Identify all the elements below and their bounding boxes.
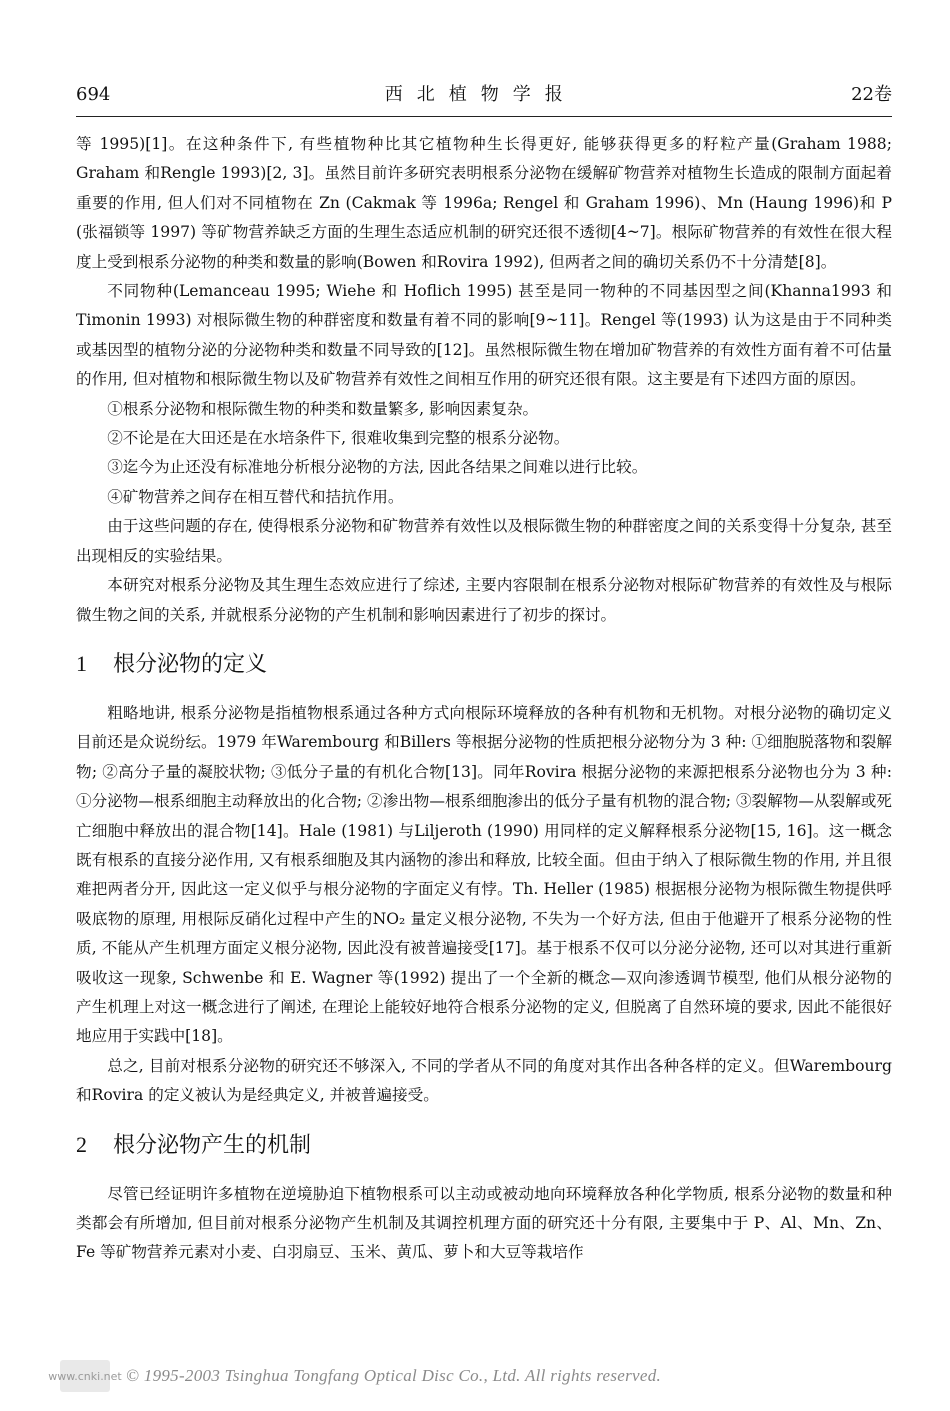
section-2-heading <box>76 1125 892 1166</box>
article-body <box>76 130 892 1268</box>
section-1-paragraph-2: 总之, 目前对根系分泌物的研究还不够深入, 不同的学者从不同的角度对其作出各种各样的定义。但Warembourg 和Rovira 的定义被认为是经典定义, 并被普遍接受。 <box>76 1056 892 1105</box>
reason-item-3: ③迄今为止还没有标准地分析根分泌物的方法, 因此各结果之间难以进行比较。 <box>107 458 648 477</box>
volume-label: 22卷 <box>851 84 892 105</box>
section-1-title: 根分泌物的定义 <box>113 651 268 677</box>
section-2-number: 2 <box>76 1131 87 1157</box>
cnki-logo: www.cnki.net <box>60 1360 110 1392</box>
footer <box>48 1356 760 1396</box>
section-2-title: 根分泌物产生的机制 <box>113 1132 312 1158</box>
section-1-paragraph-1: 粗略地讲, 根系分泌物是指植物根系通过各种方式向根际环境释放的各种有机物和无机物。对根分泌物的确切定义目前还是众说纷纭。1979 年Warembourg 和Billers 等根据分泌物的性质把根分泌物分为 3 种: ①细胞脱落物和裂解物; ②高分子量的凝胶状物; ③低分子量的有机化合物[13]。同年Rovira 根据分泌物的来源把根系分泌物也分为 3 种: ①分泌物—根系细胞主动释放出的化合物; ②渗出物—根系细胞渗出的低分子量有机物的混合物; ③裂解物—从裂解或死亡细胞中释放出的混合物[14]。Hale (1981) 与Liljeroth (1990) 用同样的定义解释根系分泌物[15, 16]。这一概念既有根系的直接分泌作用, 又有根系细胞及其内涵物的渗出和释放, 比较全面。但由于纳入了根际微生物的作用, 并且很难把两者分开, 因此这一定义似乎与根分泌物的字面定义有悖。Th. Heller (1985) 根据根分泌物为根际微生物提供呼吸底物的原理, 用根际反硝化过程中产生的NO₂ 量定义根分泌物, 不失为一个好方法, 但由于他避开了根系分泌物的性质, 不能从产生机理方面定义根分泌物, 因此没有被普遍接受[17]。基于根系不仅可以分泌分泌物, 还可以对其进行重新吸收这一现象, Schwenbe 和 E. Wagner 等(1992) 提出了一个全新的概念—双向渗透调节模型, 他们从根分泌物的产生机理上对这一概念进行了阐述, 在理论上能较好地符合根系分泌物的定义, 但脱离了自然环境的要求, 因此不能很好地应用于实践中[18]。 <box>76 703 892 1046</box>
page-number: 694 <box>76 84 111 105</box>
section-1-number: 1 <box>76 650 87 676</box>
reason-item-1: ①根系分泌物和根际微生物的种类和数量繁多, 影响因素复杂。 <box>107 399 539 418</box>
paragraph-intro-2: 不同物种(Lemanceau 1995; Wiehe 和 Hoflich 1995) 甚至是同一物种的不同基因型之间(Khanna1993 和 Timonin 1993) 对根际微生物的种群密度和数量有着不同的影响[9~11]。Rengel 等(1993) 认为这是由于不同种类或基因型的植物分泌的分泌物种类和数量不同导致的[12]。虽然根际微生物在增加矿物营养的有效性方面有着不可估量的作用, 但对植物和根际微生物以及矿物营养有效性之间相互作用的研究还很有限。这主要是有下述四方面的原因。 <box>76 282 892 389</box>
copyright-notice: © 1995-2003 Tsinghua Tongfang Optical Disc Co., Ltd. All rights reserved. <box>126 1366 662 1385</box>
reason-item-2: ②不论是在大田还是在水培条件下, 很难收集到完整的根系分泌物。 <box>107 429 570 448</box>
reason-item-4: ④矿物营养之间存在相互替代和拮抗作用。 <box>107 487 404 506</box>
section-1-heading <box>76 644 892 685</box>
paragraph-intro-1: 等 1995)[1]。在这种条件下, 有些植物种比其它植物种生长得更好, 能够获得更多的籽粒产量(Graham 1988; Graham 和Rengle 1993)[2, 3]。虽然目前许多研究表明根系分泌物在缓解矿物营养对植物生长造成的限制方面起着重要的作用, 但人们对不同植物在 Zn (Cakmak 等 1996a; Rengel 和 Graham 1996)、Mn (Haung 1996)和 P (张福锁等 1997) 等矿物营养缺乏方面的生理生态适应机制的研究还很不透彻[4~7]。根际矿物营养的有效性在很大程度上受到根系分泌物的种类和数量的影响(Bowen 和Rovira 1992), 但两者之间的确切关系仍不十分清楚[8]。 <box>76 135 892 271</box>
running-header <box>76 80 892 117</box>
section-2-paragraph-1: 尽管已经证明许多植物在逆境胁迫下植物根系可以主动或被动地向环境释放各种化学物质, 根系分泌物的数量和种类都会有所增加, 但目前对根系分泌物产生机制及其调控机理方面的研究还十分有限, 主要集中于 P、Al、Mn、Zn、Fe 等矿物营养元素对小麦、白羽扇豆、玉米、黄瓜、萝卜和大豆等栽培作 <box>76 1184 892 1262</box>
paragraph-after-1: 由于这些问题的存在, 使得根系分泌物和矿物营养有效性以及根际微生物的种群密度之间的关系变得十分复杂, 甚至出现相反的实验结果。 <box>76 517 892 565</box>
journal-title: 西北植物学报 <box>384 84 577 105</box>
paragraph-after-2: 本研究对根系分泌物及其生理生态效应进行了综述, 主要内容限制在根系分泌物对根际矿物营养的有效性及与根际微生物之间的关系, 并就根系分泌物的产生机制和影响因素进行了初步的探讨。 <box>76 576 892 624</box>
